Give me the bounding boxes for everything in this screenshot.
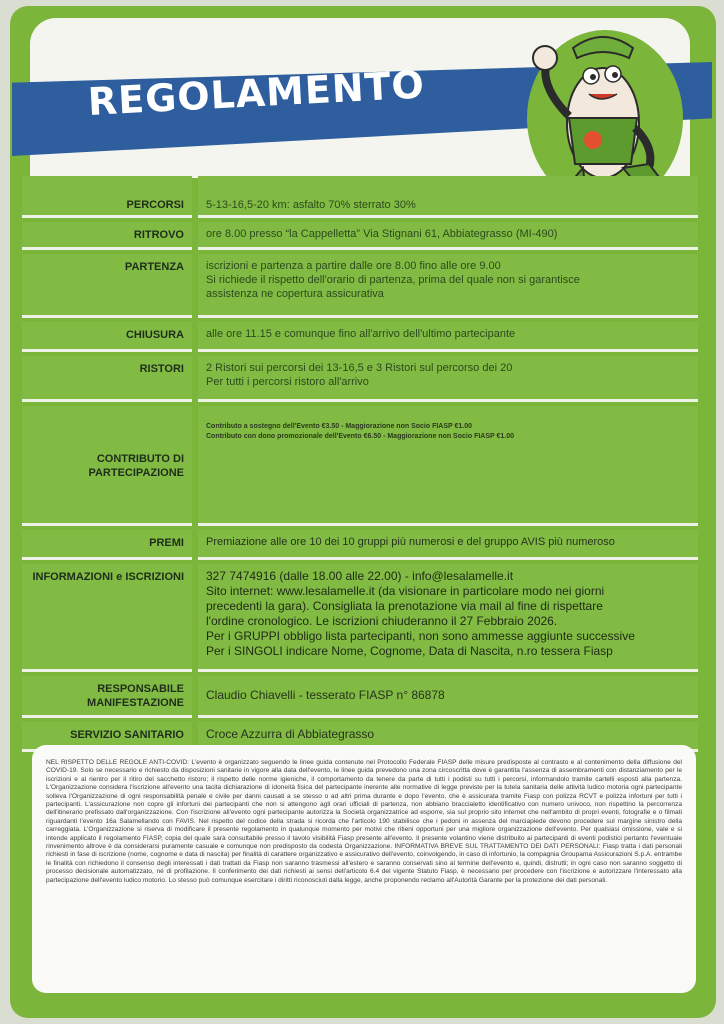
row-value: Croce Azzurra di Abbiategrasso <box>198 722 698 752</box>
row-percorsi <box>22 176 698 218</box>
row-label: RITROVO <box>22 222 192 250</box>
row-value: Premiazione alle ore 10 dei 10 gruppi più numerosi e del gruppo AVIS più numeroso <box>198 530 698 560</box>
row-partenza <box>22 254 698 318</box>
row-premi <box>22 530 698 560</box>
row-value: 5-13-16,5-20 km: asfalto 70% sterrato 30% <box>198 176 698 218</box>
row-label: RESPONSABILE MANIFESTAZIONE <box>22 676 192 718</box>
row-chiusura <box>22 322 698 352</box>
row-value: iscrizioni e partenza a partire dalle ore 8.00 fino alle ore 9.00 Si richiede il rispetto dell'orario di partenza, prima del quale non si garantisce assistenza ne copertura assicurativa <box>198 254 698 318</box>
row-label: CHIUSURA <box>22 322 192 352</box>
row-label: RISTORI <box>22 356 192 402</box>
row-value: alle ore 11.15 e comunque fino all'arrivo dell'ultimo partecipante <box>198 322 698 352</box>
row-value: 327 7474916 (dalle 18.00 alle 22.00) - info@lesalamelle.it Sito internet: www.lesalamelle.it (da visionare in particolare modo nei giorni precedenti la gara). Consigliata la prenotazione via mail al fine di rispettare l'ordine cronologico. Le iscrizioni chiuderanno il 27 Febbraio 2026. Per i GRUPPI obbligo lista partecipanti, non sono ammesse aggiunte successive Per i SINGOLI indicare Nome, Cognome, Data di Nascita, n.ro tessera Fiasp <box>198 564 698 672</box>
page-title: REGOLAMENTO <box>86 62 426 124</box>
regulation-table <box>22 176 698 756</box>
row-value: 2 Ristori sui percorsi dei 13-16,5 e 3 Ristori sul percorso dei 20 Per tutti i percorsi ristoro all'arrivo <box>198 356 698 402</box>
row-label: PERCORSI <box>22 176 192 218</box>
row-ritrovo <box>22 222 698 250</box>
row-informazioni <box>22 564 698 672</box>
row-contributo <box>22 406 698 526</box>
row-label: SERVIZIO SANITARIO <box>22 722 192 752</box>
row-label: CONTRIBUTO DI PARTECIPAZIONE <box>22 406 192 526</box>
row-label: INFORMAZIONI e ISCRIZIONI <box>22 564 192 672</box>
row-value: Claudio Chiavelli - tesserato FIASP n° 86878 <box>198 676 698 718</box>
row-ristori <box>22 356 698 402</box>
row-label: PARTENZA <box>22 254 192 318</box>
rules-text-block: NEL RISPETTO DELLE REGOLE ANTI-COVID: L'evento è organizzato seguendo le linee guida contenute nel Protocollo Federale FIASP delle misure predisposte al contrasto e al contenimento della diffusione del COVID-19. Solo se necessario e richiesto da disposizioni sanitarie in vigore alla data dell'evento, le linee guida prevedono una zona circoscritta dove è garantita l'assenza di assembramenti con distanziamento per le iscrizioni e al rientro per il ritiro del sacchetto ristoro; il rispetto delle norme igieniche, il comportamento da tenere da parte di tutti i podisti su tutti i percorsi, informandolo tramite cartelli esposti alla partenza. L'Organizzazione considera l'iscrizione all'evento una tacita dichiarazione di idoneità fisica del partecipante inerente alle normative di legge previste per la tutela sanitaria delle attività ludico motoria ogni partecipante solleva l'Organizzazione di ogni responsabilità penale e civile per danni causati a se stesso o ad altri prima durante e dopo l'evento, che è assicurata tramite Fiasp con polizza RCVT e polizza infortuni per tutti i partecipanti. L'assicurazione non copre gli infortuni dei partecipanti che non si attengono agli orari ufficiali di partenza, non abbiano braccialetto identificativo con numero univoco, non rispettino la percorrenza dell'itinerario prefissato dall'organizzazione. Con l'iscrizione all'evento ogni partecipante autorizza la Società organizzatrice ad esporre, sia sul proprio sito internet che nell'ambito di propri eventi, fotografie e o filmati riguardanti l'evento 16a Salamellando con FAVIS. Nel rispetto del codice della strada si ricorda che l'articolo 190 stabilisce che i pedoni in assenza del marciapiede devono procedere sul margine sinistro della carreggiata. L'Organizzazione si riserva di modificare il presente regolamento in qualunque momento per motivi che ritieni opportuni per una migliore organizzazione dell'evento. Per qualsiasi omissione, vale e si intende applicato il regolamento FIASP, copia del quale sarà consultabile presso il tavolo visibilità Fiasp presente all'evento. Il presente volantino viene distribuito ai partecipanti di eventi podistici pertanto l'eventuale rinvenimento altrove è da considerarsi puramente casuale e comunque non predisposto da codesta Organizzazione. INFORMATIVA BREVE SUL TRATTAMENTO DEI DATI PERSONALI: Fiasp tratta i dati personali richiesti in fase di iscrizione (nome, cognome e data di nascita) per finalità di carattere organizzativo e assicurativo dell'evento, coinvolgendo, in caso di infortunio, la compagnia Groupama Assicurazioni S.p.A. entrambe le finalità con richiedono il consenso degli interessati i dati trattati da Fiasp non saranno trasmessi all'estero e saranno conservati sino al termine dell'evento e, quindi, distrutti; in ogni caso non saranno soggetto di processo decisionale automatizzato, né di profilazione. Il conferimento dei dati richiesti ai sensi dell'articolo 6.4 del vigente Statuto Fiasp, è necessario per procedere con l'iscrizione e autorizzare l'interessato alla partecipazione dell'evento ludico motorio. Lo stesso può comunque esercitare i diritti riconosciuti dalla legge, anche proponendo reclamo all'Autorità Garante per la protezione dei dati personali. <box>32 745 696 993</box>
row-label: PREMI <box>22 530 192 560</box>
row-value: Contributo a sostegno dell'Evento €3.50 - Maggiorazione non Socio FIASP €1.00 Contributo con dono promozionale dell'Evento €6.50 - Maggiorazione non Socio FIASP €1.00 <box>198 406 698 526</box>
row-responsabile <box>22 676 698 718</box>
row-value: ore 8.00 presso “la Cappelletta” Via Stignani 61, Abbiategrasso (MI-490) <box>198 222 698 250</box>
